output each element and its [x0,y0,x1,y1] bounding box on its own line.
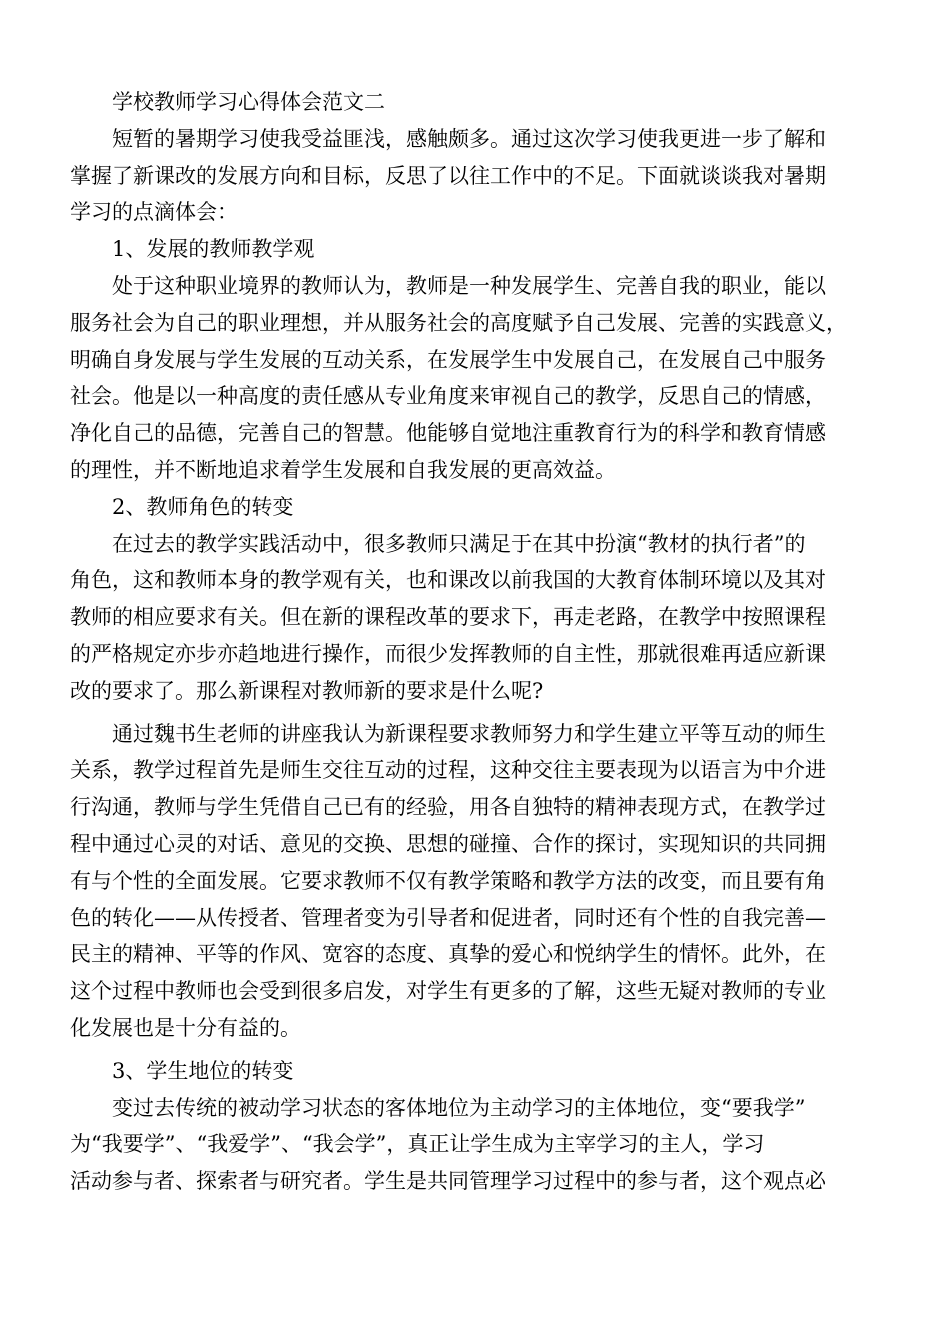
paragraph-line: 关系，教学过程首先是师生交往互动的过程，这种交往主要表现为以语言为中介进 [70,758,826,783]
paragraph-line: 化发展也是十分有益的。 [70,1015,301,1040]
paragraph-line: 服务社会为自己的职业理想，并从服务社会的高度赋予自己发展、完善的实践意义， [70,310,847,335]
paragraph-line: 活动参与者、探索者与研究者。学生是共同管理学习过程中的参与者，这个观点必 [70,1169,826,1194]
paragraph-section-2a [70,526,880,710]
section-heading-2: 2、教师角色的转变 [112,494,294,519]
paragraph-line: 明确自身发展与学生发展的互动关系，在发展学生中发展自己，在发展自己中服务 [70,347,826,372]
paragraph-line: 为“我要学”、“我爱学”、“我会学”，真正让学生成为主宰学习的主人，学习 [70,1132,765,1157]
section-heading-3: 3、学生地位的转变 [112,1058,294,1083]
paragraph-section-2b [70,716,880,1047]
paragraph-line: 的理性，并不断地追求着学生发展和自我发展的更高效益。 [70,457,616,482]
paragraph-line: 色的转化——从传授者、管理者变为引导者和促进者，同时还有个性的自我完善— [70,905,826,930]
document-page [70,84,880,1200]
paragraph-line: 在过去的教学实践活动中，很多教师只满足于在其中扮演“教材的执行者”的 [112,531,806,556]
paragraph-line: 改的要求了。那么新课程对教师新的要求是什么呢? [70,678,544,703]
paragraph-section-3 [70,1090,880,1200]
paragraph-line: 净化自己的品德，完善自己的智慧。他能够自觉地注重教育行为的科学和教育情感 [70,421,826,446]
paragraph-line: 教师的相应要求有关。但在新的课程改革的要求下，再走老路，在教学中按照课程 [70,605,826,630]
paragraph-line: 的严格规定亦步亦趋地进行操作，而很少发挥教师的自主性，那就很难再适应新课 [70,641,826,666]
paragraph-line: 社会。他是以一种高度的责任感从专业角度来审视自己的教学，反思自己的情感， [70,384,826,409]
paragraph-line: 掌握了新课改的发展方向和目标，反思了以往工作中的不足。下面就谈谈我对暑期 [70,163,826,188]
paragraph-line: 程中通过心灵的对话、意见的交换、思想的碰撞、合作的探讨，实现知识的共同拥 [70,831,826,856]
paragraph-line: 有与个性的全面发展。它要求教师不仅有教学策略和教学方法的改变，而且要有角 [70,868,826,893]
section-heading-1: 1、发展的教师教学观 [112,237,315,262]
paragraph-line: 角色，这和教师本身的教学观有关，也和课改以前我国的大教育体制环境以及其对 [70,568,826,593]
paragraph-line: 变过去传统的被动学习状态的客体地位为主动学习的主体地位，变“要我学” [112,1095,806,1120]
paragraph-line: 通过魏书生老师的讲座我认为新课程要求教师努力和学生建立平等互动的师生 [112,721,826,746]
paragraph-line: 这个过程中教师也会受到很多启发，对学生有更多的了解，这些无疑对教师的专业 [70,979,826,1004]
paragraph-line: 处于这种职业境界的教师认为，教师是一种发展学生、完善自我的职业，能以 [112,273,826,298]
paragraph-line: 民主的精神、平等的作风、宽容的态度、真挚的爱心和悦纳学生的情怀。此外，在 [70,942,826,967]
paragraph-line: 学习的点滴体会： [70,200,238,225]
paragraph-line: 行沟通，教师与学生凭借自己已有的经验，用各自独特的精神表现方式，在教学过 [70,795,826,820]
paragraph-section-1 [70,268,880,489]
document-title: 学校教师学习心得体会范文二 [112,90,385,114]
paragraph-line: 短暂的暑期学习使我受益匪浅，感触颇多。通过这次学习使我更进一步了解和 [112,126,826,151]
paragraph-intro [70,121,880,231]
